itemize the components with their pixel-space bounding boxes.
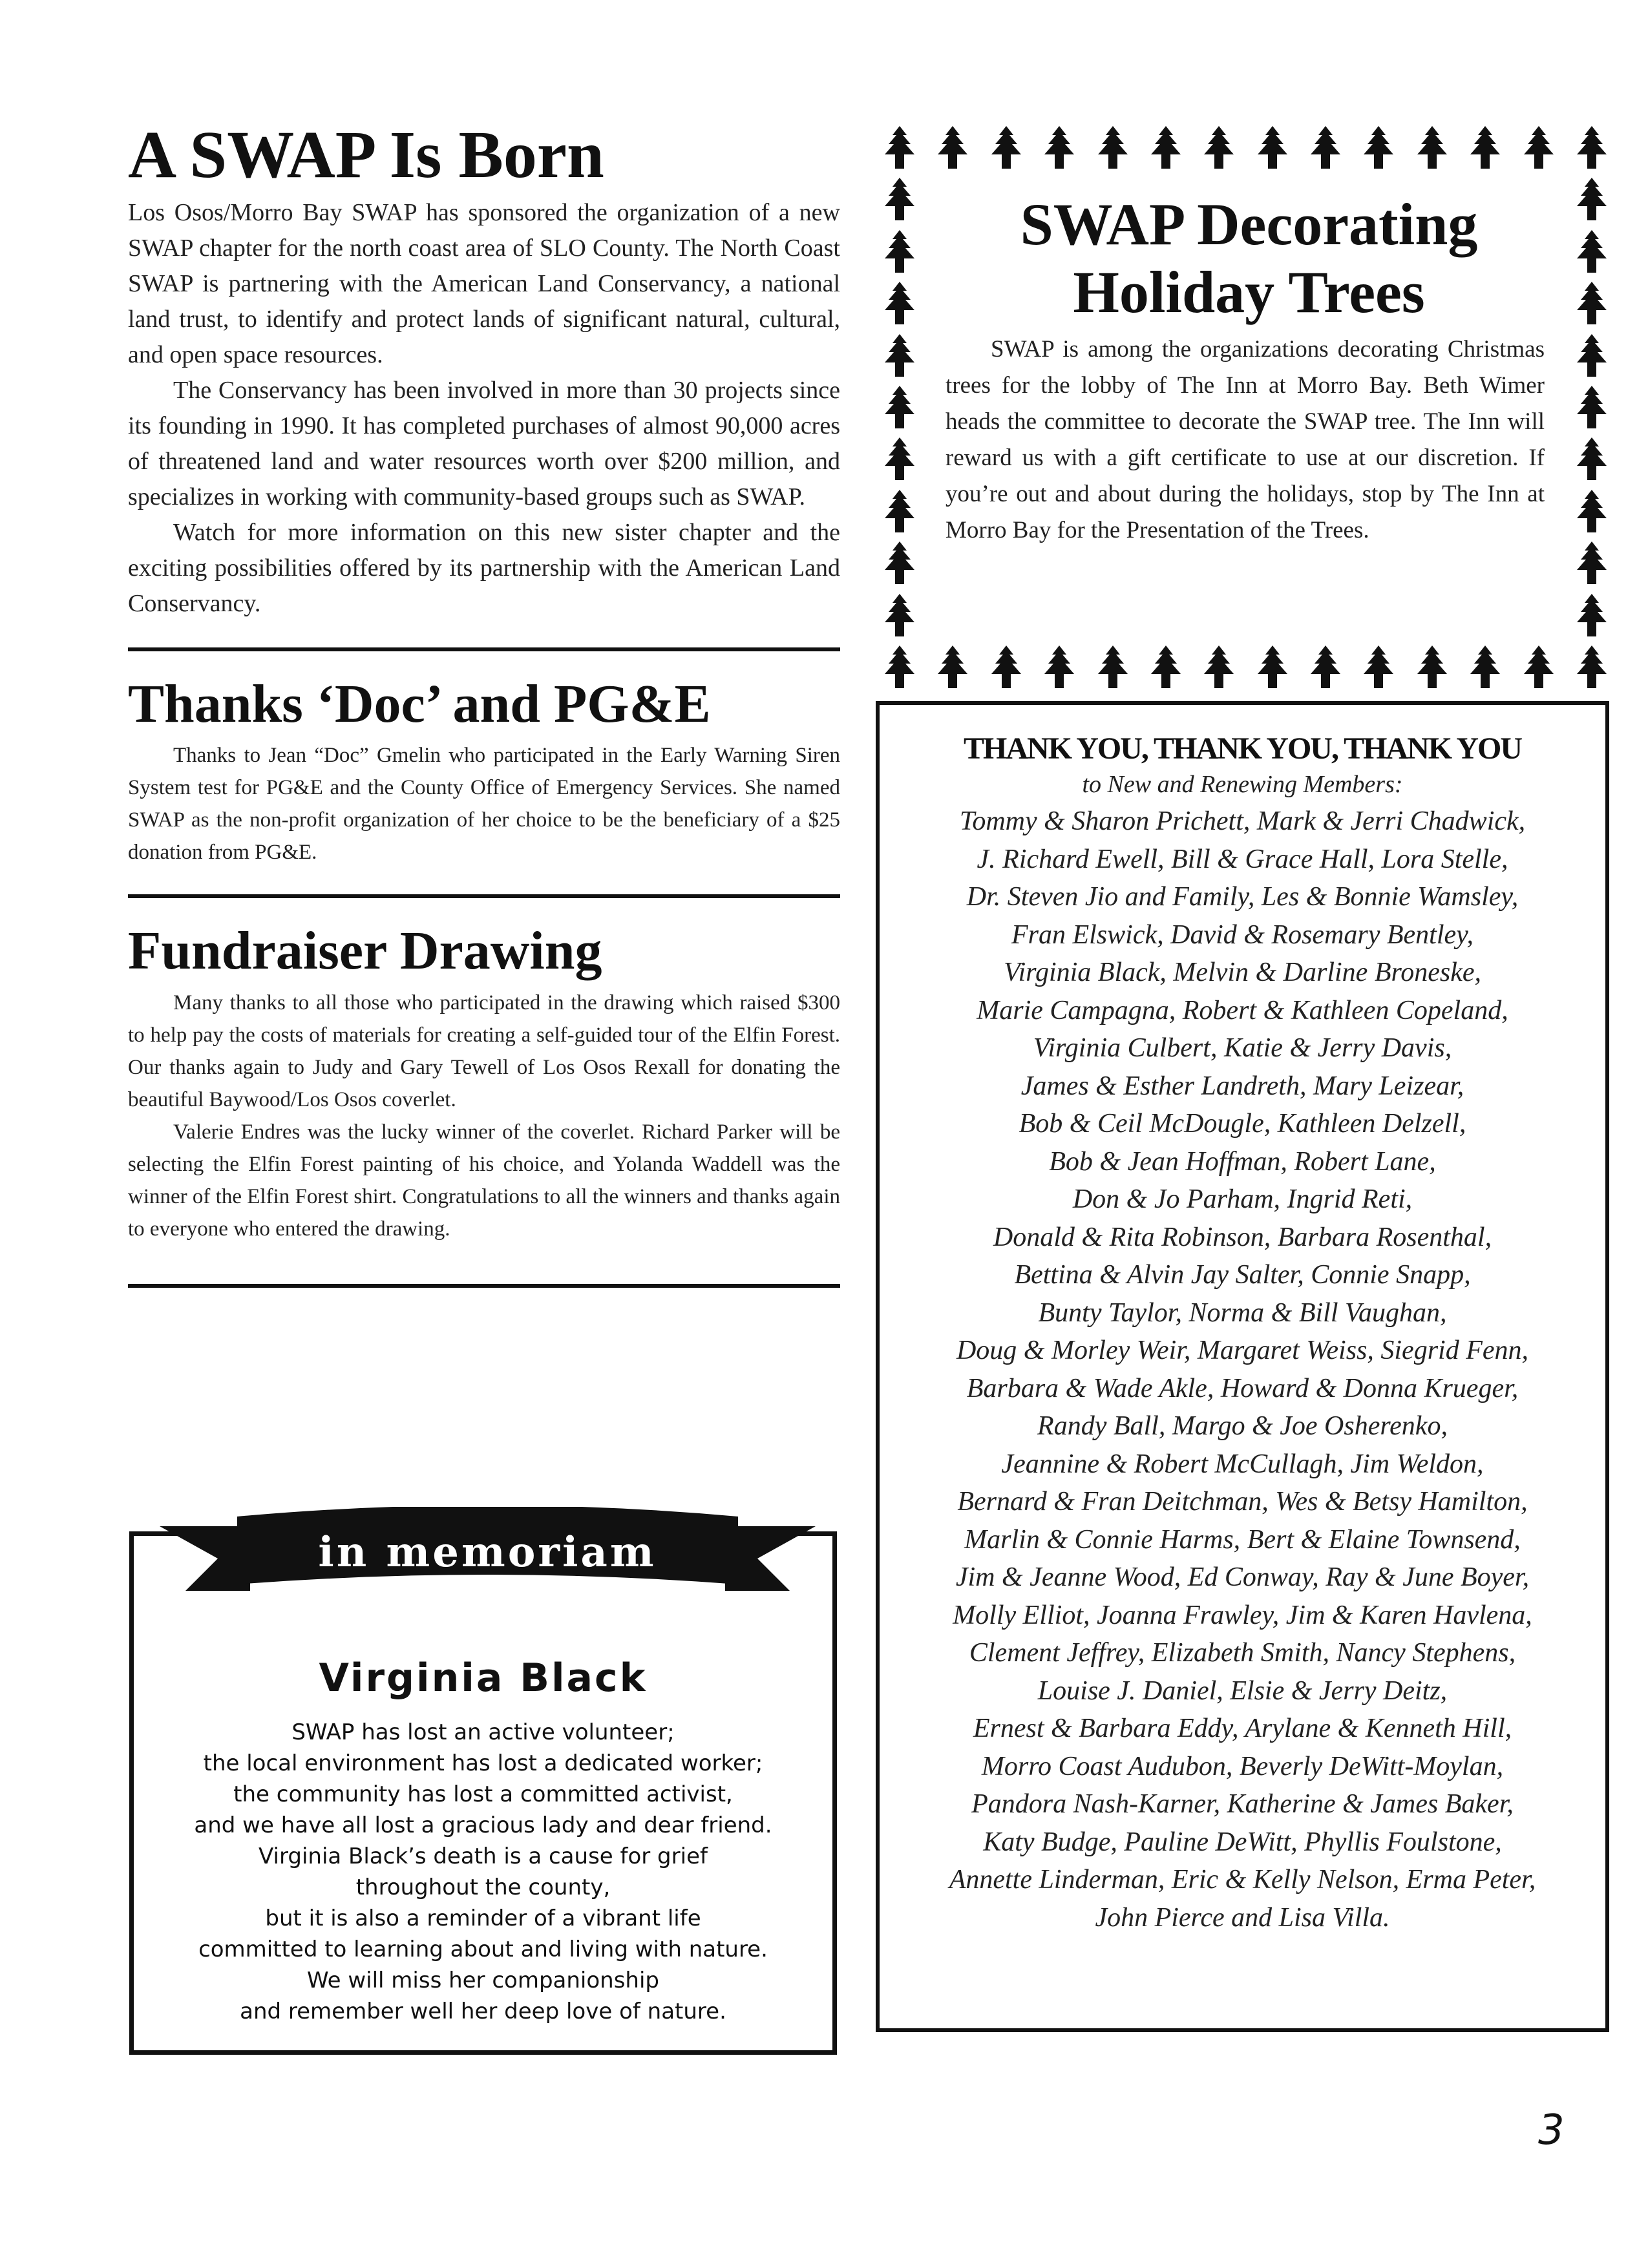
christmas-tree-icon: [1095, 646, 1130, 688]
section-divider: [128, 1284, 840, 1288]
christmas-tree-icon: [1574, 490, 1609, 532]
member-line: Katy Budge, Pauline DeWitt, Phyllis Foulstone,: [983, 1827, 1502, 1857]
holiday-trees-title: [947, 191, 1551, 326]
christmas-tree-icon: [882, 594, 917, 636]
christmas-tree-icon: [1468, 646, 1503, 688]
christmas-tree-icon: [935, 126, 970, 169]
memoriam-line: and we have all lost a gracious lady and dear friend.: [194, 1812, 772, 1838]
member-line: Jeannine & Robert McCullagh, Jim Weldon,: [1001, 1449, 1484, 1479]
section-divider: [128, 894, 840, 898]
memoriam-line: SWAP has lost an active volunteer;: [291, 1719, 675, 1745]
christmas-tree-icon: [1574, 126, 1609, 169]
member-line: Bunty Taylor, Norma & Bill Vaughan,: [1038, 1297, 1447, 1328]
member-line: John Pierce and Lisa Villa.: [1095, 1902, 1390, 1933]
member-line: Don & Jo Parham, Ingrid Reti,: [1072, 1184, 1413, 1214]
thank-you-heading: THANK YOU, THANK YOU, THANK YOU: [964, 731, 1521, 766]
article-fundraiser: [128, 923, 840, 1244]
christmas-tree-icon: [882, 437, 917, 480]
article-paragraph: Watch for more information on this new sister chapter and the exciting possibilities offered by its partnership with the American Land Conservancy.: [128, 519, 840, 618]
memoriam-text: [134, 1717, 832, 2027]
christmas-tree-icon: [1148, 646, 1183, 688]
holiday-trees-title-line: Holiday Trees: [1073, 259, 1425, 325]
article-paragraph: The Conservancy has been involved in more than 30 projects since its founding in 1990. It has completed purchases of almost 90,000 acres of threatened land and water resources worth over $200 million, and specializes in working with community-based groups such as SWAP.: [128, 377, 840, 511]
member-line: Dr. Steven Jio and Family, Les & Bonnie Wamsley,: [966, 882, 1519, 912]
christmas-tree-icon: [882, 646, 917, 688]
christmas-tree-icon: [1148, 126, 1183, 169]
memoriam-banner-text: in memoriam: [318, 1528, 657, 1577]
christmas-tree-icon: [1574, 282, 1609, 324]
member-line: Randy Ball, Margo & Joe Osherenko,: [1037, 1411, 1448, 1441]
christmas-tree-icon: [1201, 646, 1236, 688]
christmas-tree-icon: [1308, 646, 1343, 688]
christmas-tree-icon: [1574, 230, 1609, 273]
article-title: Fundraiser Drawing: [128, 921, 602, 982]
christmas-tree-icon: [1361, 646, 1396, 688]
article-thanks-doc: [128, 676, 840, 868]
christmas-tree-icon: [1308, 126, 1343, 169]
christmas-tree-icon: [882, 490, 917, 532]
member-line: Doug & Morley Weir, Margaret Weiss, Siegrid Fenn,: [956, 1336, 1529, 1365]
christmas-tree-icon: [1574, 646, 1609, 688]
holiday-trees-text: SWAP is among the organizations decorating Christmas trees for the lobby of The Inn at Morro Bay. Beth Wimer heads the committee to decorate the SWAP tree. The Inn will reward us with a gift certificate to use at our discretion. If you’re out and about during the holidays, stop by The Inn at Morro Bay for the Presentation of the Trees.: [945, 336, 1545, 543]
member-line: Donald & Rita Robinson, Barbara Rosenthal,: [993, 1222, 1492, 1252]
section-divider: [128, 647, 840, 651]
member-line: Louise J. Daniel, Elsie & Jerry Deitz,: [1037, 1675, 1448, 1706]
christmas-tree-icon: [1361, 126, 1396, 169]
christmas-tree-icon: [935, 646, 970, 688]
christmas-tree-icon: [1415, 126, 1450, 169]
christmas-tree-icon: [1574, 594, 1609, 636]
christmas-tree-icon: [1521, 126, 1556, 169]
christmas-tree-icon: [1521, 646, 1556, 688]
christmas-tree-icon: [1042, 126, 1077, 169]
member-line: Virginia Culbert, Katie & Jerry Davis,: [1033, 1033, 1452, 1063]
article-paragraph: Thanks to Jean “Doc” Gmelin who participated in the Early Warning Siren System test for PG&E and the County Office of Emergency Services. She named SWAP as the non-profit organization of her choice to be the beneficiary of a $25 donation from PG&E.: [128, 744, 840, 865]
memoriam-line: the community has lost a committed activist,: [233, 1781, 733, 1807]
christmas-tree-icon: [1415, 646, 1450, 688]
christmas-tree-icon: [1574, 386, 1609, 428]
christmas-tree-icon: [882, 541, 917, 584]
christmas-tree-icon: [1574, 178, 1609, 220]
thank-you-subheading: to New and Renewing Members:: [1082, 771, 1403, 798]
member-line: Morro Coast Audubon, Beverly DeWitt-Moylan,: [981, 1751, 1504, 1781]
memoriam-line: We will miss her companionship: [306, 1968, 660, 1993]
member-line: Virginia Black, Melvin & Darline Broneske,: [1003, 958, 1482, 987]
page-number: 3: [1538, 2106, 1565, 2154]
article-paragraph: Valerie Endres was the lucky winner of the coverlet. Richard Parker will be selecting the Elfin Forest painting of his choice, and Yolanda Waddell was the winner of the Elfin Forest shirt. Congratulations to all the winners and thanks again to everyone who entered the drawing.: [128, 1120, 840, 1241]
memoriam-line: Virginia Black’s death is a cause for grief: [259, 1843, 708, 1869]
memoriam-line: the local environment has lost a dedicated worker;: [203, 1750, 763, 1776]
member-line: Tommy & Sharon Prichett, Mark & Jerri Chadwick,: [959, 806, 1526, 836]
christmas-tree-icon: [1095, 126, 1130, 169]
member-line: Molly Elliot, Joanna Frawley, Jim & Karen Havlena,: [953, 1600, 1532, 1630]
christmas-tree-icon: [1468, 126, 1503, 169]
christmas-tree-icon: [1574, 334, 1609, 377]
article-title: Thanks ‘Doc’ and PG&E: [128, 674, 711, 735]
christmas-tree-icon: [1574, 541, 1609, 584]
christmas-tree-icon: [1042, 646, 1077, 688]
christmas-tree-icon: [882, 230, 917, 273]
memoriam-line: and remember well her deep love of nature.: [240, 1999, 726, 2024]
member-list: [880, 803, 1605, 1937]
member-line: Barbara & Wade Akle, Howard & Donna Krueger,: [966, 1373, 1519, 1403]
member-line: Fran Elswick, David & Rosemary Bentley,: [1011, 919, 1474, 950]
holiday-trees-title-line: SWAP Decorating: [1020, 191, 1478, 257]
christmas-tree-icon: [989, 646, 1024, 688]
member-line: Bettina & Alvin Jay Salter, Connie Snapp,: [1014, 1260, 1471, 1290]
memoriam-box: [129, 1528, 837, 2055]
christmas-tree-icon: [882, 334, 917, 377]
article-swap-born: [128, 120, 840, 622]
member-line: Pandora Nash-Karner, Katherine & James Baker,: [971, 1789, 1514, 1819]
christmas-tree-icon: [882, 282, 917, 324]
christmas-tree-icon: [1201, 126, 1236, 169]
memoriam-line: committed to learning about and living with nature.: [198, 1937, 768, 1962]
holiday-trees-box: [882, 126, 1609, 688]
member-line: Marie Campagna, Robert & Kathleen Copeland,: [977, 995, 1508, 1025]
member-line: Jim & Jeanne Wood, Ed Conway, Ray & June Boyer,: [955, 1562, 1530, 1592]
memoriam-name: Virginia Black: [319, 1655, 648, 1701]
left-column: [128, 120, 840, 1312]
thank-you-box: [876, 701, 1609, 2032]
article-paragraph: Many thanks to all those who participated in the drawing which raised $300 to help pay the costs of materials for creating a self-guided tour of the Elfin Forest. Our thanks again to Judy and Gary Tewell of Los Osos Rexall for donating the beautiful Baywood/Los Osos coverlet.: [128, 991, 840, 1111]
member-line: Ernest & Barbara Eddy, Arylane & Kenneth Hill,: [973, 1714, 1512, 1743]
member-line: Clement Jeffrey, Elizabeth Smith, Nancy Stephens,: [969, 1638, 1516, 1668]
christmas-tree-icon: [989, 126, 1024, 169]
article-title: A SWAP Is Born: [128, 118, 604, 192]
member-line: J. Richard Ewell, Bill & Grace Hall, Lora Stelle,: [977, 844, 1508, 874]
member-line: James & Esther Landreth, Mary Leizear,: [1020, 1071, 1464, 1101]
christmas-tree-icon: [1574, 437, 1609, 480]
member-line: Annette Linderman, Eric & Kelly Nelson, Erma Peter,: [949, 1865, 1536, 1895]
memoriam-line: but it is also a reminder of a vibrant life: [265, 1906, 701, 1931]
christmas-tree-icon: [1255, 646, 1290, 688]
member-line: Bob & Jean Hoffman, Robert Lane,: [1049, 1146, 1436, 1177]
memoriam-line: throughout the county,: [355, 1874, 611, 1900]
member-line: Bernard & Fran Deitchman, Wes & Betsy Hamilton,: [957, 1487, 1528, 1517]
christmas-tree-icon: [882, 126, 917, 169]
christmas-tree-icon: [882, 386, 917, 428]
christmas-tree-icon: [1255, 126, 1290, 169]
memoriam-banner: [160, 1507, 816, 1617]
article-paragraph: Los Osos/Morro Bay SWAP has sponsored the organization of a new SWAP chapter for the north coast area of SLO County. The North Coast SWAP is partnering with the American Land Conservancy, a national land trust, to identify and protect lands of significant natural, cultural, and open space resources.: [128, 199, 840, 369]
member-line: Bob & Ceil McDougle, Kathleen Delzell,: [1019, 1109, 1466, 1139]
member-line: Marlin & Connie Harms, Bert & Elaine Townsend,: [964, 1524, 1521, 1555]
christmas-tree-icon: [882, 178, 917, 220]
